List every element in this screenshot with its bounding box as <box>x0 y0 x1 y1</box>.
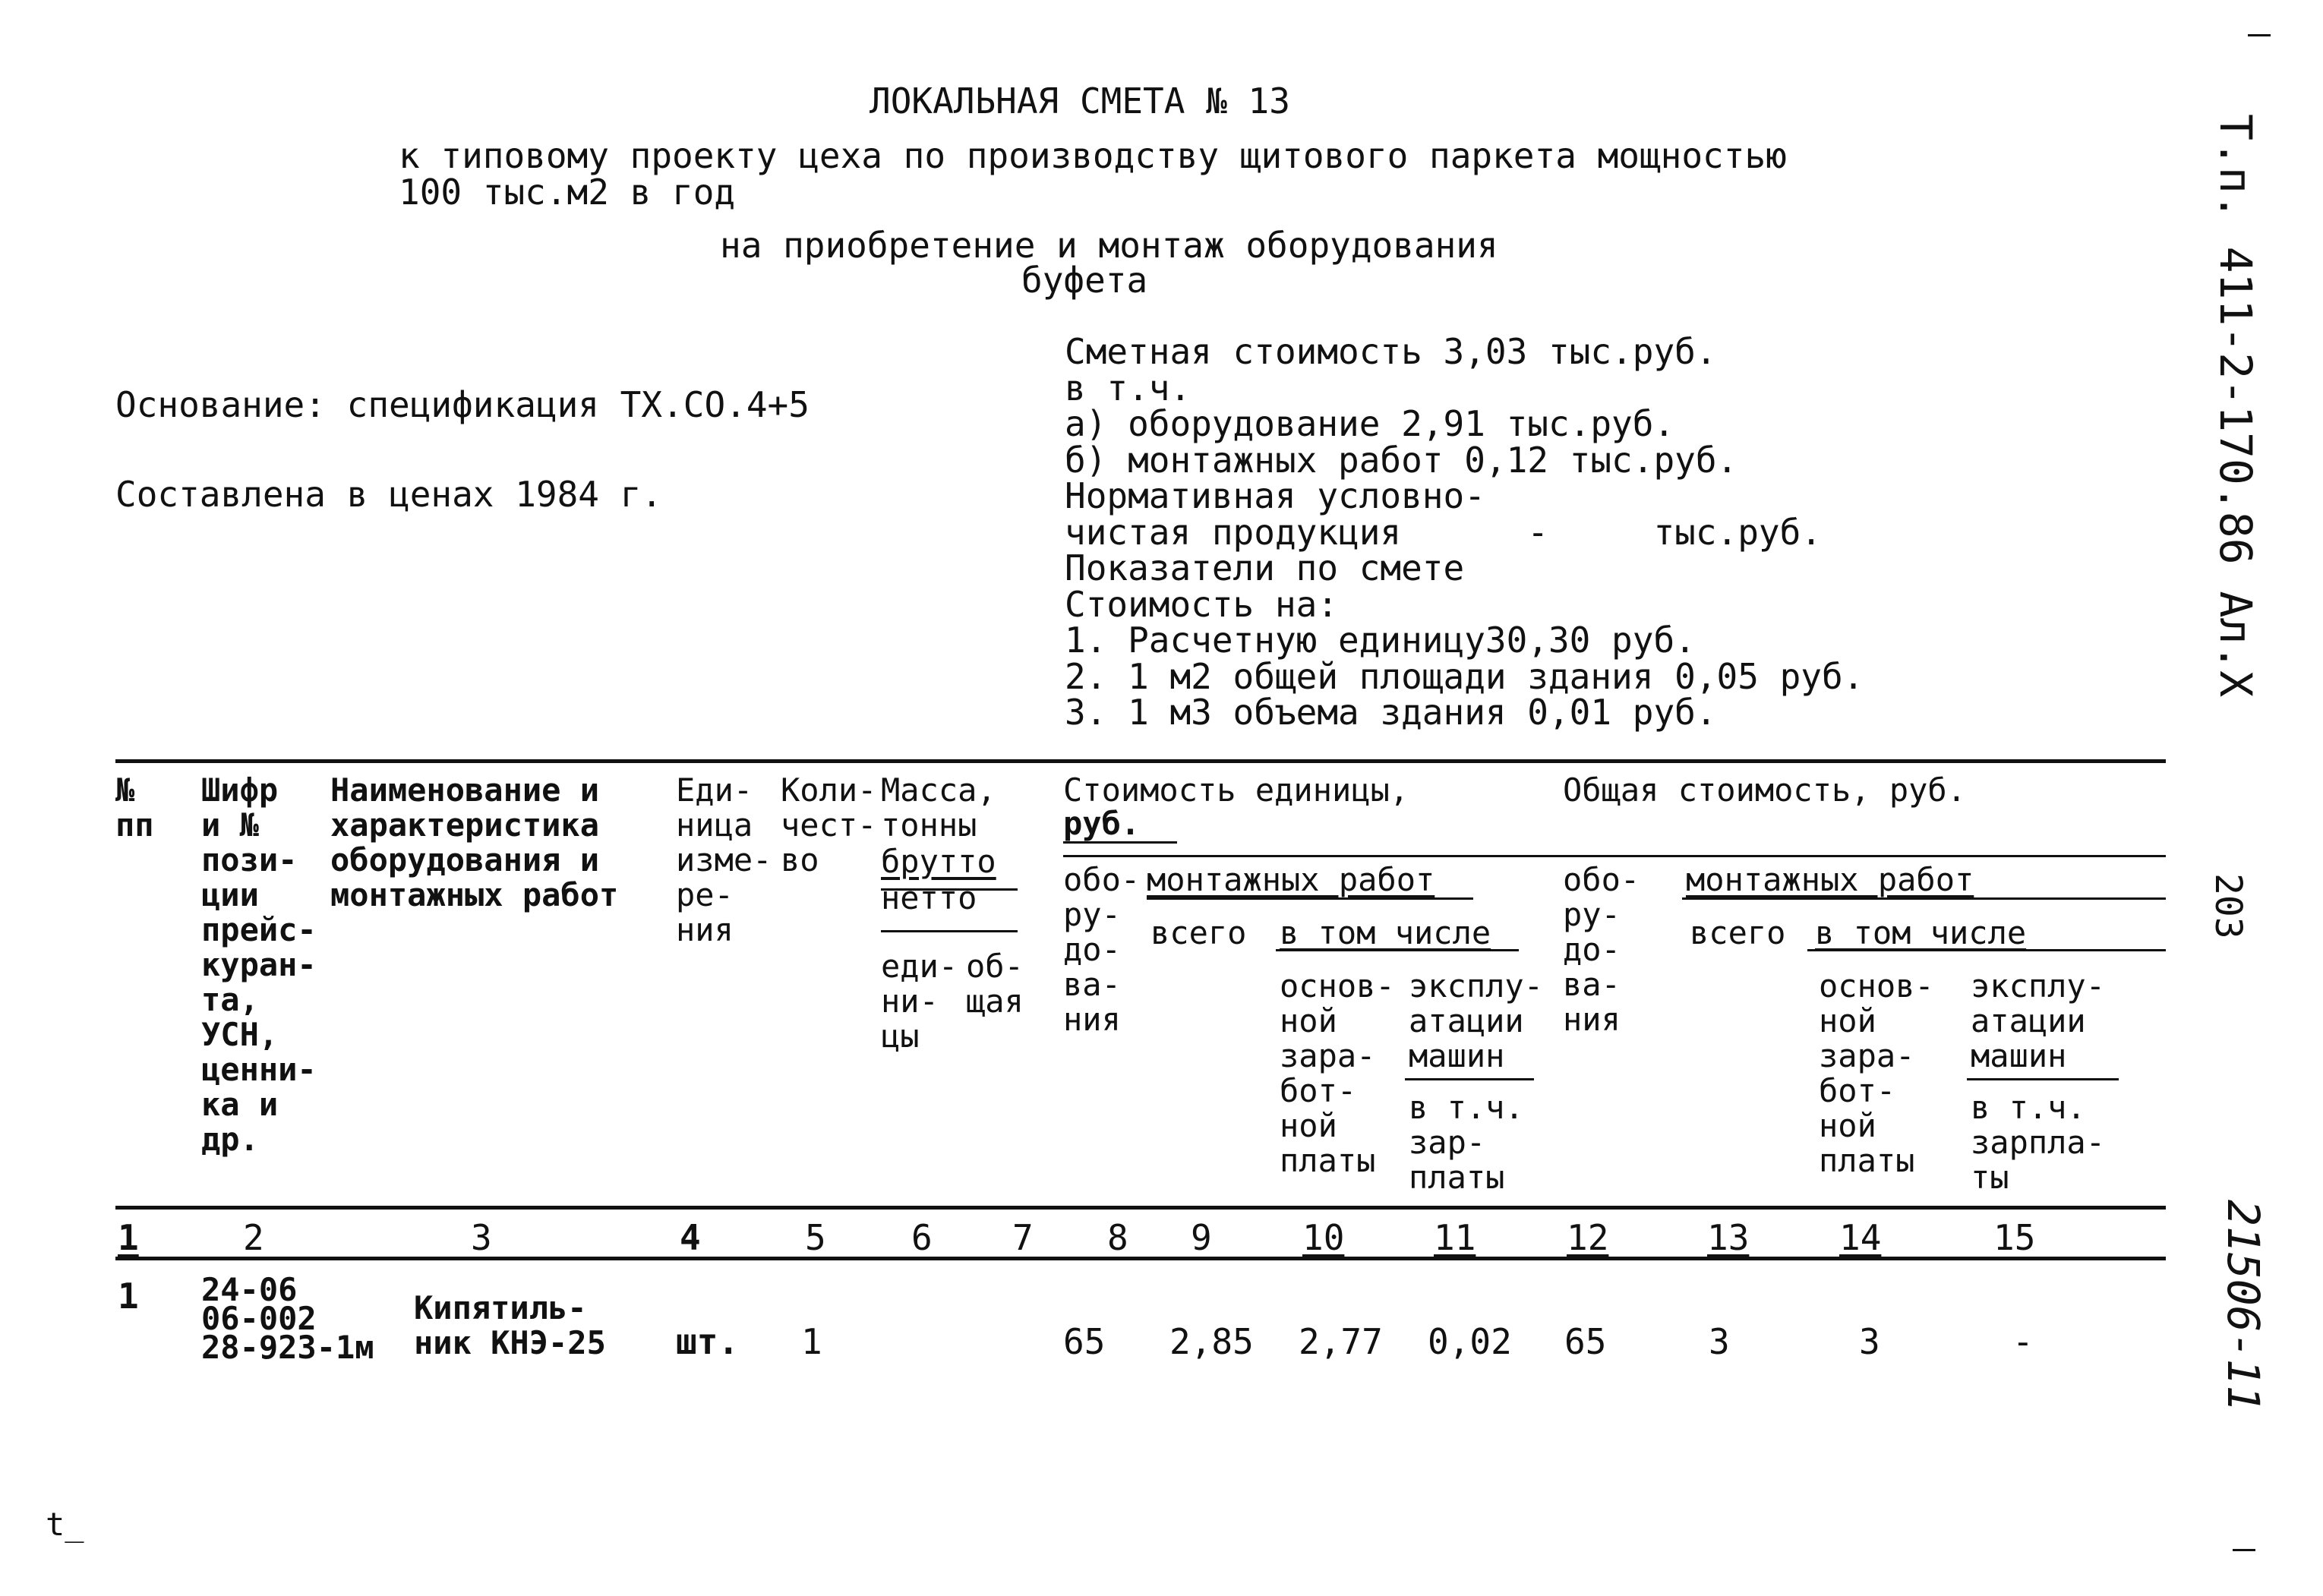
colnum-3: 3 <box>471 1217 492 1258</box>
page-number: 203 <box>2207 873 2249 939</box>
col3-line: характеристика <box>330 806 600 844</box>
col3-line: монтажных работ <box>330 876 619 913</box>
unit-base-line: бот- <box>1280 1072 1357 1109</box>
row1-c13: 3 <box>1709 1321 1730 1362</box>
corner-tick-bottom <box>2233 1549 2255 1551</box>
purpose-line1: на приобретение и монтаж оборудования <box>720 225 1498 266</box>
row1-c8: 65 <box>1063 1321 1106 1362</box>
row1-c10: 2,77 <box>1299 1321 1383 1362</box>
col4-line: изме- <box>676 841 772 878</box>
col1-line: пп <box>115 806 154 844</box>
col2-line: и № <box>201 806 259 844</box>
inventory-number: 21506-11 <box>2217 1200 2269 1412</box>
row1-qty: 1 <box>801 1321 822 1362</box>
unit-equip-line: ния <box>1063 1001 1121 1038</box>
row1-c15: - <box>2012 1321 2034 1362</box>
colnum-2: 2 <box>243 1217 264 1258</box>
row1-c11: 0,02 <box>1428 1321 1512 1362</box>
mass-unit-header <box>881 949 958 1054</box>
row1-unit: шт. <box>676 1321 740 1362</box>
colnum-12: 12 <box>1567 1217 1609 1258</box>
colnum-7: 7 <box>1012 1217 1034 1258</box>
brutto-header: брутто <box>881 843 996 880</box>
total-machines-word: машин <box>1971 1037 2067 1074</box>
colnum-14: 14 <box>1839 1217 1882 1258</box>
total-incl-header: в том числе <box>1815 914 2027 951</box>
unit-wage-line: зар- <box>1409 1124 1486 1161</box>
total-cost-title: Общая стоимость, руб. <box>1563 771 1967 809</box>
netto-header: нетто <box>881 879 977 916</box>
total-base-line: ной <box>1819 1107 1876 1144</box>
col2-line: ценни- <box>201 1051 317 1088</box>
unit-machines-header <box>1409 969 1543 1039</box>
unit-equip-line: до- <box>1063 931 1121 968</box>
unit-machines-line: атации <box>1409 1002 1524 1039</box>
col2-line: др. <box>201 1121 259 1158</box>
row1-name-line: Кипятиль- <box>414 1289 587 1326</box>
unit-base-line: зара- <box>1280 1037 1376 1074</box>
unit-base-line: ной <box>1280 1107 1337 1144</box>
row1-name-line: ник КНЭ-25 <box>414 1324 606 1361</box>
unit-equip-header <box>1063 863 1140 1037</box>
total-base-line: платы <box>1819 1142 1915 1179</box>
col2-line: ции <box>201 876 259 913</box>
rule-unit-cost <box>1063 855 2166 857</box>
summary-ind1: 1. Расчетную единицу30,30 руб. <box>1065 620 1696 661</box>
mass-total-line: об- <box>966 948 1024 985</box>
rule-mass-split <box>881 930 1018 932</box>
total-machines-line: атации <box>1971 1002 2086 1039</box>
unit-base-line: ной <box>1280 1002 1337 1039</box>
colnum-6: 6 <box>911 1217 933 1258</box>
summary-incl: в т.ч. <box>1065 367 1191 408</box>
colnum-5: 5 <box>805 1217 826 1258</box>
tons-header: тонны <box>881 806 977 844</box>
mass-unit-line: ни- <box>881 983 939 1020</box>
col-code-header <box>201 773 317 1157</box>
unit-base-line: основ- <box>1280 967 1395 1005</box>
summary-ind3: 3. 1 м3 объема здания 0,01 руб. <box>1065 692 1717 733</box>
row1-number: 1 <box>118 1276 139 1317</box>
summary-indicators: Показатели по смете <box>1065 547 1465 588</box>
unit-equip-line: обо- <box>1063 861 1141 898</box>
colnum-13: 13 <box>1707 1217 1750 1258</box>
colnum-8: 8 <box>1107 1217 1128 1258</box>
colnum-10: 10 <box>1302 1217 1345 1258</box>
unit-base-line: платы <box>1280 1142 1376 1179</box>
colnum-11: 11 <box>1434 1217 1476 1258</box>
summary-norm1: Нормативная условно- <box>1065 475 1485 516</box>
purpose-line2: буфета <box>1021 260 1148 301</box>
basis-specification: Основание: спецификация ТХ.СО.4+5 <box>115 384 810 425</box>
unit-machines-word: машин <box>1409 1037 1505 1074</box>
colnum-15: 15 <box>1993 1217 2036 1258</box>
unit-mont-header: монтажных работ <box>1147 861 1435 898</box>
mass-total-header <box>966 949 1024 1019</box>
col2-line: та, <box>201 981 259 1018</box>
unit-equip-line: ва- <box>1063 966 1121 1003</box>
basis-prices: Составлена в ценах 1984 г. <box>115 474 663 515</box>
document-title: ЛОКАЛЬНАЯ СМЕТА № 13 <box>870 80 1290 121</box>
total-base-line: основ- <box>1819 967 1934 1005</box>
unit-base-wage-header <box>1280 969 1395 1178</box>
col5-line: во <box>781 841 819 878</box>
col4-line: Еди- <box>676 771 753 809</box>
mass-unit-line: еди- <box>881 948 958 985</box>
colnum-9: 9 <box>1191 1217 1212 1258</box>
col-unit-header <box>676 773 772 948</box>
total-wage-line: ты <box>1971 1159 2009 1196</box>
unit-equip-line: ру- <box>1063 896 1121 933</box>
col4-line: ния <box>676 911 734 948</box>
unit-machine-wage-header <box>1409 1090 1524 1195</box>
colnum-1: 1 <box>118 1217 139 1258</box>
row1-code-line: 28-923-1м <box>201 1329 374 1366</box>
col5-line: чест- <box>781 806 877 844</box>
col3-line: Наименование и <box>330 771 600 809</box>
col2-line: ка и <box>201 1086 279 1123</box>
col4-line: ре- <box>676 876 734 913</box>
total-base-line: зара- <box>1819 1037 1915 1074</box>
col2-line: прейс- <box>201 911 317 948</box>
total-equip-line: ру- <box>1563 896 1621 933</box>
unit-wage-line: платы <box>1409 1159 1505 1196</box>
row1-c14: 3 <box>1859 1321 1880 1362</box>
col4-line: ница <box>676 806 753 844</box>
total-machine-wage-header <box>1971 1090 2105 1195</box>
rule-machines-unit <box>1405 1078 1534 1080</box>
total-equip-header <box>1563 863 1640 1037</box>
total-equip-line: обо- <box>1563 861 1640 898</box>
summary-equipment: а) оборудование 2,91 тыс.руб. <box>1065 403 1675 444</box>
total-equip-line: ния <box>1563 1001 1621 1038</box>
total-machines-header <box>1971 969 2105 1039</box>
corner-tick-top <box>2248 34 2271 36</box>
row1-name <box>414 1291 606 1361</box>
col2-line: куран- <box>201 946 317 983</box>
total-mont-header: монтажных работ <box>1686 861 1974 898</box>
summary-installation: б) монтажных работ 0,12 тыс.руб. <box>1065 439 1738 481</box>
total-wage-line: в т.ч. <box>1971 1089 2086 1126</box>
mass-total-line: щая <box>966 983 1024 1020</box>
col1-line: № <box>115 771 135 809</box>
col-name-header <box>330 773 618 913</box>
total-mont-total-header: всего <box>1690 914 1786 951</box>
summary-norm2: чистая продукция - тыс.руб. <box>1065 511 1822 553</box>
row1-code <box>201 1271 374 1366</box>
table-top-rule <box>115 759 2166 763</box>
unit-incl-header: в том числе <box>1280 914 1491 951</box>
project-code-stamp: Т.п. 411-2-170.86 Ал.Х <box>2210 114 2261 698</box>
summary-cost-on: Стоимость на: <box>1065 583 1339 625</box>
corner-mark: t_ <box>46 1506 84 1543</box>
total-equip-line: до- <box>1563 931 1621 968</box>
summary-cost: Сметная стоимость 3,03 тыс.руб. <box>1065 331 1717 372</box>
total-base-wage-header <box>1819 969 1934 1178</box>
row1-c9: 2,85 <box>1169 1321 1254 1362</box>
subtitle-line1: к типовому проекту цеха по производству щитового паркета мощностью <box>399 135 1787 176</box>
total-wage-line: зарпла- <box>1971 1124 2106 1161</box>
col-number-header <box>115 773 154 843</box>
col2-line: Шифр <box>201 771 279 809</box>
mass-unit-line: цы <box>881 1017 920 1055</box>
unit-mont-total-header: всего <box>1150 914 1247 951</box>
unit-cost-rub: руб. <box>1063 805 1141 842</box>
total-base-line: бот- <box>1819 1072 1896 1109</box>
unit-cost-title: Стоимость единицы, <box>1063 771 1409 809</box>
total-machines-line: эксплу- <box>1971 967 2106 1005</box>
rule-machines-total <box>1967 1078 2119 1080</box>
col3-line: оборудования и <box>330 841 600 878</box>
row1-code-line: 06-002 <box>201 1300 317 1337</box>
unit-wage-line: в т.ч. <box>1409 1089 1524 1126</box>
cost-summary <box>1065 331 1864 733</box>
header-bottom-rule <box>115 1206 2166 1210</box>
row1-c12: 65 <box>1564 1321 1607 1362</box>
subtitle-line2: 100 тыс.м2 в год <box>399 172 736 213</box>
colnum-4: 4 <box>680 1217 701 1258</box>
col5-line: Коли- <box>781 771 877 809</box>
total-equip-line: ва- <box>1563 966 1621 1003</box>
unit-machines-line: эксплу- <box>1409 967 1544 1005</box>
col-qty-header <box>781 773 876 878</box>
col2-line: пози- <box>201 841 298 878</box>
mass-header: Масса, <box>881 771 996 809</box>
summary-ind2: 2. 1 м2 общей площади здания 0,05 руб. <box>1065 655 1864 697</box>
col2-line: УСН, <box>201 1016 279 1053</box>
row1-code-line: 24-06 <box>201 1271 298 1308</box>
total-base-line: ной <box>1819 1002 1876 1039</box>
